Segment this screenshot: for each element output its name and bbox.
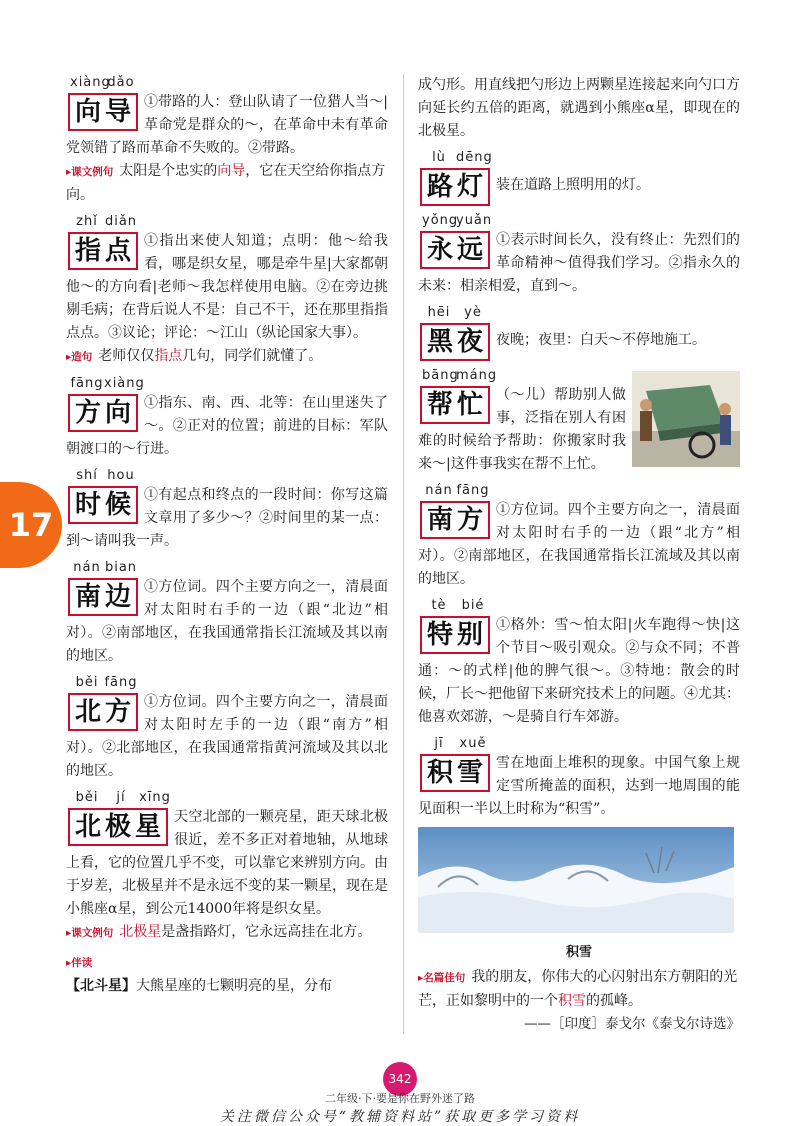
- entry-nanfang: [418, 482, 740, 591]
- left-column: [66, 74, 388, 998]
- reading-section: [66, 951, 388, 998]
- pinyin: bāngmáng: [422, 368, 498, 383]
- pinyin: tè bié: [431, 598, 485, 613]
- pinyin: xiàngdǎo: [70, 75, 135, 90]
- headword-box: 帮 忙: [420, 386, 490, 424]
- tag-label: ▸造句: [66, 351, 93, 363]
- pinyin: lù dēng: [432, 150, 493, 165]
- definition: ①指东、南、西、北等：在山里迷失了～。②正对的位置；前进的目标：军队朝渡口的～行进。: [66, 395, 388, 457]
- definition: ①方位词。四个主要方向之一，清晨面对太阳时左手的一边（跟“南方”相对）。②北部地区，在我国通常指黄河流域及其以北的地区。: [66, 694, 388, 779]
- pinyin: nán bian: [73, 560, 138, 575]
- pinyin: jī xuě: [434, 736, 487, 751]
- pinyin: yǒngyuǎn: [422, 213, 493, 228]
- snow-photo: [418, 827, 740, 937]
- photo-caption: 积雪: [565, 945, 592, 960]
- pinyin: zhǐ diǎn: [76, 214, 138, 229]
- pinyin: shí hou: [76, 468, 135, 483]
- headword-box: 向 导: [68, 93, 138, 131]
- definition: 装在道路上照明用的灯。: [496, 177, 651, 193]
- entry-tebie: [418, 597, 740, 729]
- headword-box: 南 方: [420, 501, 490, 539]
- right-column: [418, 74, 740, 1035]
- continued-text: 成勺形。用直线把勺形边上两颗星连接起来向勺口方向延长约五倍的距离，就遇到小熊座α星，即现在的北极星。: [418, 77, 740, 139]
- headword-box: 黑 夜: [420, 323, 490, 361]
- definition: ①方位词。四个主要方向之一，清晨面对太阳时右手的一边（跟“北边”相对）。②南部地区，在我国通常指长江流域及其以南的地区。: [66, 579, 388, 664]
- entry-ludeng: [418, 149, 740, 206]
- headword-box: 路 灯: [420, 168, 490, 206]
- definition: ①方位词。四个主要方向之一，清晨面对太阳时右手的一边（跟“北方”相对）。②南部地区，在我国通常指长江流域及其以南的地区。: [418, 502, 740, 587]
- definition: ①指出来使人知道；点明：他～给我看，哪是织女星，哪是牵牛星|大家都朝他～的方向看|老师～我怎样使用电脑。②在旁边挑剔毛病；在背后说人不是：自己不干，还在那里指指点点。③议论；评论：～江山（纵论国家大事）。: [66, 233, 388, 341]
- tag-label: ▸课文例句: [66, 927, 114, 939]
- entry-jixue: [418, 735, 740, 821]
- entry-yongyuan: [418, 212, 740, 298]
- definition: 夜晚；夜里：白天～不停地施工。: [496, 332, 707, 348]
- headword-box: 时 候: [68, 486, 138, 524]
- headword-box: 北 极 星: [68, 808, 168, 846]
- example-sentence: ▸造句 老师仅仅指点几句，同学们就懂了。: [66, 345, 388, 369]
- reading-term: 【北斗星】: [66, 978, 136, 994]
- entry-shihou: [66, 467, 388, 553]
- pinyin: fāngxiàng: [70, 376, 145, 391]
- tag-label: ▸课文例句: [66, 166, 114, 178]
- definition: ①表示时间长久，没有终止：先烈们的革命精神～值得我们学习。②指永久的未来：相亲相爱，直到～。: [418, 232, 740, 294]
- helping-illustration: [632, 371, 740, 467]
- definition: 雪在地面上堆积的现象。中国气象上规定雪所掩盖的面积，达到一地周围的能见面积一半以上时称为“积雪”。: [418, 755, 740, 817]
- headword-box: 北 方: [68, 693, 138, 731]
- quote-attribution: ——［印度］泰戈尔《泰戈尔诗选》: [524, 1016, 740, 1032]
- page-tab-number: 17: [8, 506, 54, 544]
- example-sentence: ▸课文例句 太阳是个忠实的向导，它在天空给你指点方向。: [66, 163, 386, 203]
- example-sentence: ▸课文例句 北极星是盏指路灯，它永远高挂在北方。: [66, 921, 388, 945]
- page-number: 342: [383, 1062, 417, 1096]
- pinyin: nán fāng: [425, 483, 490, 498]
- column-divider: [403, 74, 404, 1034]
- entry-xiangdao: [66, 74, 388, 207]
- definition: 天空北部的一颗亮星，距天球北极很近，差不多正对着地轴，从地球上看，它的位置几乎不变，可以靠它来辨别方向。由于岁差，北极星并不是永远不变的某一颗星，现在是小熊座α星，到公元14000年将是织女星。: [66, 809, 388, 917]
- reading-text: 大熊星座的七颗明亮的星，分布: [136, 978, 332, 994]
- definition: （～儿）帮助别人做事，泛指在别人有困难的时候给予帮助：你搬家时我来～|这件事我实在帮不上忙。: [418, 387, 626, 472]
- entry-heiye: [418, 304, 740, 361]
- entry-fangxiang: [66, 375, 388, 461]
- headword-box: 特 别: [420, 616, 490, 654]
- entry-nanbian: [66, 559, 388, 668]
- pinyin: hēi yè: [427, 305, 482, 320]
- pinyin: běi fāng: [75, 675, 138, 690]
- entry-bangmang: [418, 367, 740, 476]
- entry-zhidian: [66, 213, 388, 369]
- footer-chapter: 二年级·下·要是你在野外迷了路: [325, 1092, 475, 1105]
- entry-beijixing: [66, 789, 388, 945]
- definition: ①有起点和终点的一段时间：你写这篇文章用了多少～？②时间里的某一点：到～请叫我一声。: [66, 487, 388, 549]
- page-tab: [0, 482, 62, 568]
- tag-label: ▸伴读: [66, 957, 93, 969]
- definition: ①格外：雪～怕太阳|火车跑得～快|这个节目～吸引观众。②与众不同；不普通：～的式样|他的脾气很～。③特地：散会的时候，厂长～把他留下来研究技术上的问题。④尤其：他喜欢郊游，～是骑自行车郊游。: [418, 617, 740, 725]
- headword-box: 指 点: [68, 232, 138, 270]
- headword-box: 方 向: [68, 394, 138, 432]
- famous-quote: ▸名篇佳句 我的朋友，你伟大的心闪射出东方朝阳的光芒，正如黎明中的一个积雪的孤峰。: [418, 969, 738, 1009]
- entry-beifang: [66, 674, 388, 783]
- headword-box: 积 雪: [420, 754, 490, 792]
- pinyin: běi jí xīng: [75, 790, 171, 805]
- tag-label: ▸名篇佳句: [418, 972, 466, 984]
- footer-watermark: 关注微信公众号“教辅资料站”获取更多学习资料: [219, 1109, 581, 1125]
- definition: ①带路的人：登山队请了一位猎人当～|革命党是群众的～，在革命中未有革命党领错了路而革命不失败的。②带路。: [66, 94, 388, 156]
- headword-box: 南 边: [68, 578, 138, 616]
- headword-box: 永 远: [420, 231, 490, 269]
